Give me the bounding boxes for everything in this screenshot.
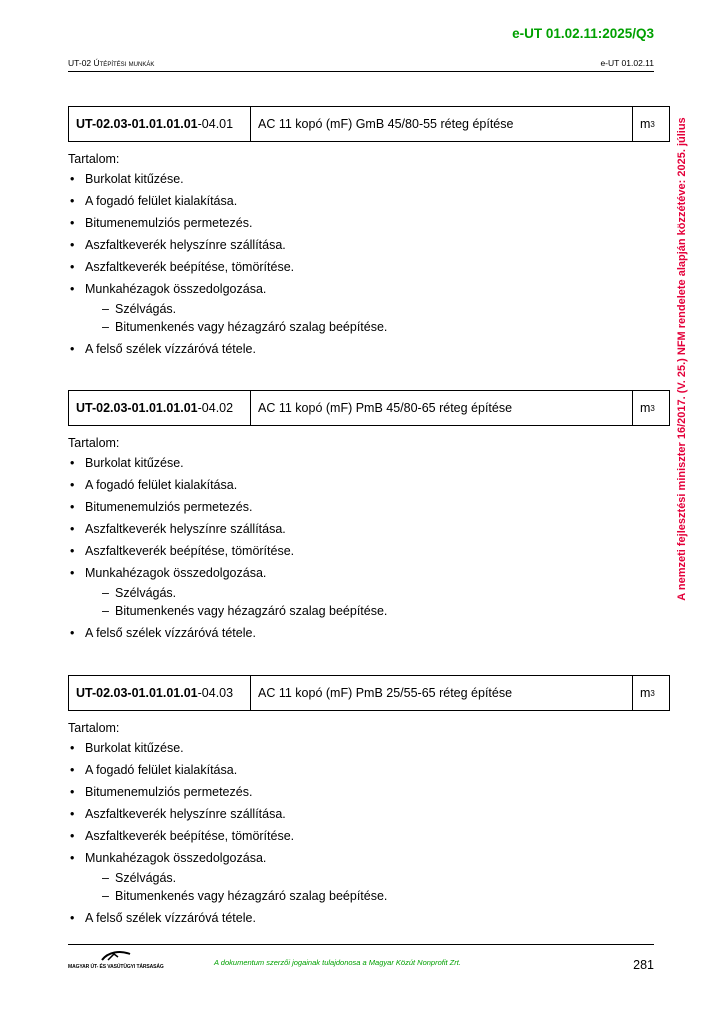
section-title: UT-02 Útépítési munkák [68, 58, 155, 68]
step-text: Bitumenemulziós permetezés. [85, 216, 253, 230]
list-item [68, 784, 670, 801]
item-code-cell [69, 391, 251, 425]
sub-step-list [85, 584, 670, 620]
society-logo [68, 948, 163, 970]
list-item [68, 259, 670, 276]
sub-list-item [85, 300, 670, 318]
sub-list-item [85, 869, 670, 887]
step-text: Munkahézagok összedolgozása. [85, 566, 267, 580]
list-item [68, 499, 670, 516]
step-text: Bitumenemulziós permetezés. [85, 500, 253, 514]
sub-step-text: Bitumenkenés vagy hézagzáró szalag beépítése. [115, 320, 388, 334]
list-item [68, 625, 670, 642]
step-text: Aszfaltkeverék helyszínre szállítása. [85, 807, 286, 821]
step-text: Burkolat kitűzése. [85, 172, 184, 186]
list-item [68, 521, 670, 538]
copyright-notice: A dokumentum szerzői jogainak tulajdonosa a Magyar Közút Nonprofit Zrt. [214, 958, 461, 967]
dash-icon: – [102, 889, 109, 903]
list-item [68, 193, 670, 210]
bullet-icon: • [70, 342, 75, 356]
step-text: A fogadó felület kialakítása. [85, 194, 238, 208]
content-label: Tartalom: [68, 721, 120, 735]
unit-symbol: m [640, 686, 651, 700]
list-item [68, 806, 670, 823]
item-code-suffix: -04.01 [197, 117, 234, 131]
logo-text: MAGYAR ÚT- ÉS VASÚTÜGYI TÁRSASÁG [68, 964, 164, 970]
step-text: Aszfaltkeverék helyszínre szállítása. [85, 522, 286, 536]
list-item [68, 281, 670, 336]
bullet-icon: • [70, 456, 75, 470]
bullet-icon: • [70, 194, 75, 208]
item-code-cell [69, 107, 251, 141]
bullet-icon: • [70, 911, 75, 925]
item-description-cell: AC 11 kopó (mF) PmB 25/55-65 réteg építése [251, 676, 633, 710]
work-item [68, 675, 670, 932]
sub-step-text: Szélvágás. [115, 586, 177, 600]
step-text: A felső szélek vízzáróvá tétele. [85, 911, 256, 925]
list-item [68, 455, 670, 472]
list-item [68, 171, 670, 188]
sub-list-item [85, 584, 670, 602]
item-header-table [68, 106, 670, 142]
list-item [68, 762, 670, 779]
list-item [68, 215, 670, 232]
dash-icon: – [102, 320, 109, 334]
sub-list-item [85, 318, 670, 336]
sub-list-item [85, 602, 670, 620]
running-header [68, 58, 654, 72]
step-text: A fogadó felület kialakítása. [85, 763, 238, 777]
list-item [68, 850, 670, 905]
list-item [68, 477, 670, 494]
step-text: A felső szélek vízzáróvá tétele. [85, 342, 256, 356]
dash-icon: – [102, 871, 109, 885]
list-item [68, 565, 670, 620]
step-text: Aszfaltkeverék beépítése, tömörítése. [85, 544, 295, 558]
step-text: Burkolat kitűzése. [85, 456, 184, 470]
unit-symbol: m [640, 401, 651, 415]
sub-step-text: Szélvágás. [115, 871, 177, 885]
item-description-cell: AC 11 kopó (mF) GmB 45/80-55 réteg építése [251, 107, 633, 141]
item-code-suffix: -04.03 [197, 686, 234, 700]
list-item [68, 910, 670, 927]
bullet-icon: • [70, 282, 75, 296]
sub-step-list [85, 300, 670, 336]
step-text: Aszfaltkeverék beépítése, tömörítése. [85, 829, 295, 843]
unit-symbol: m [640, 117, 651, 131]
step-list [68, 171, 670, 358]
dash-icon: – [102, 586, 109, 600]
list-item [68, 543, 670, 560]
page-number: 281 [633, 958, 654, 972]
sub-step-text: Bitumenkenés vagy hézagzáró szalag beépítése. [115, 889, 388, 903]
bullet-icon: • [70, 785, 75, 799]
bullet-icon: • [70, 807, 75, 821]
bullet-icon: • [70, 566, 75, 580]
doc-code: e-UT 01.02.11:2025/Q3 [512, 26, 654, 41]
content-label: Tartalom: [68, 152, 120, 166]
item-code-main: UT-02.03-01.01.01.01 [76, 117, 198, 131]
content-label: Tartalom: [68, 436, 120, 450]
item-header-table [68, 675, 670, 711]
bullet-icon: • [70, 544, 75, 558]
bullet-icon: • [70, 478, 75, 492]
sub-step-text: Szélvágás. [115, 302, 177, 316]
side-publication-note: A nemzeti fejlesztési miniszter 16/2017. (V. 25.) NFM rendelete alapján közzétéve: 2025. július [676, 117, 688, 601]
bullet-icon: • [70, 172, 75, 186]
item-code-suffix: -04.02 [197, 401, 234, 415]
bullet-icon: • [70, 260, 75, 274]
bullet-icon: • [70, 216, 75, 230]
step-text: Aszfaltkeverék beépítése, tömörítése. [85, 260, 295, 274]
sub-step-text: Bitumenkenés vagy hézagzáró szalag beépítése. [115, 604, 388, 618]
doc-reference: e-UT 01.02.11 [600, 58, 654, 68]
unit-exponent: 3 [650, 688, 655, 698]
step-text: Munkahézagok összedolgozása. [85, 282, 267, 296]
unit-exponent: 3 [650, 403, 655, 413]
list-item [68, 237, 670, 254]
sub-step-list [85, 869, 670, 905]
item-unit-cell [633, 391, 669, 425]
bullet-icon: • [70, 851, 75, 865]
bullet-icon: • [70, 741, 75, 755]
bullet-icon: • [70, 763, 75, 777]
item-description-cell: AC 11 kopó (mF) PmB 45/80-65 réteg építése [251, 391, 633, 425]
dash-icon: – [102, 604, 109, 618]
bullet-icon: • [70, 238, 75, 252]
bullet-icon: • [70, 500, 75, 514]
item-header-table [68, 390, 670, 426]
logo-swoosh-icon [68, 948, 163, 962]
list-item [68, 341, 670, 358]
step-text: Aszfaltkeverék helyszínre szállítása. [85, 238, 286, 252]
step-text: Bitumenemulziós permetezés. [85, 785, 253, 799]
step-text: Burkolat kitűzése. [85, 741, 184, 755]
item-code-main: UT-02.03-01.01.01.01 [76, 401, 198, 415]
bullet-icon: • [70, 829, 75, 843]
step-text: A felső szélek vízzáróvá tétele. [85, 626, 256, 640]
list-item [68, 828, 670, 845]
item-code-cell [69, 676, 251, 710]
item-unit-cell [633, 107, 669, 141]
work-item [68, 390, 670, 647]
item-code-main: UT-02.03-01.01.01.01 [76, 686, 198, 700]
sub-list-item [85, 887, 670, 905]
bullet-icon: • [70, 626, 75, 640]
unit-exponent: 3 [650, 119, 655, 129]
step-text: Munkahézagok összedolgozása. [85, 851, 267, 865]
list-item [68, 740, 670, 757]
dash-icon: – [102, 302, 109, 316]
bullet-icon: • [70, 522, 75, 536]
footer-rule [68, 944, 654, 945]
step-list [68, 455, 670, 642]
step-text: A fogadó felület kialakítása. [85, 478, 238, 492]
step-list [68, 740, 670, 927]
work-item [68, 106, 670, 363]
item-unit-cell [633, 676, 669, 710]
